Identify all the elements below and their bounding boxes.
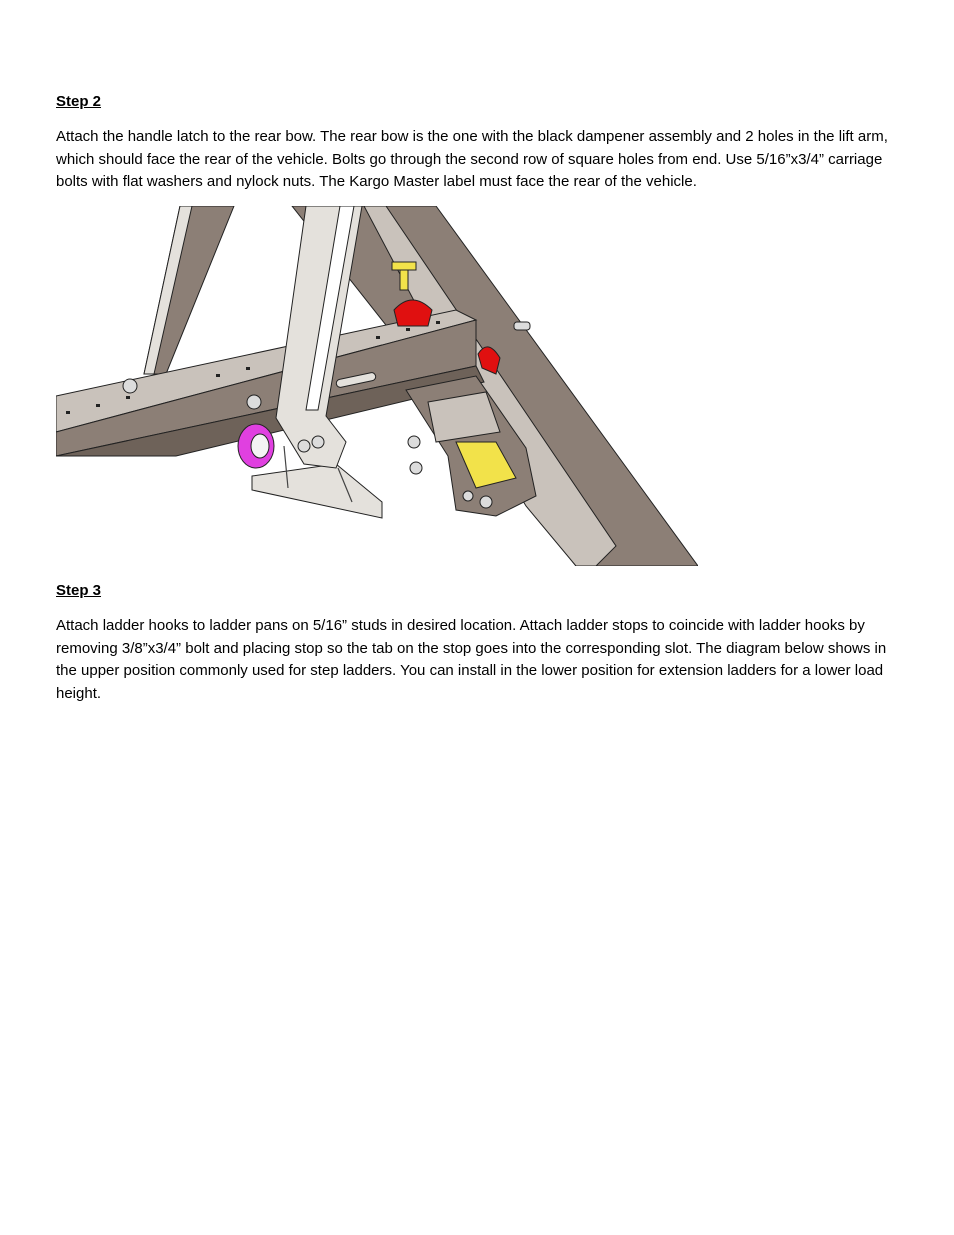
bolt [312,436,324,448]
step3-instructions: Attach ladder hooks to ladder pans on 5/16” studs in desired location. Attach ladder stops to coincide with ladder hooks by removing 3/8”x3/4” bolt and placing stop so the tab on the stop goes into the corresponding slot. The diagram below shows in the upper position commonly used for step ladders. You can install in the lower position for extension ladders for a lower load height. [56,617,887,702]
bolt [247,395,261,409]
assembly-diagram [56,206,698,566]
nut [410,462,422,474]
washer [408,436,420,448]
bolt [123,379,137,393]
pin [514,322,530,330]
step2-heading: Step 2 [56,93,102,110]
step2-instructions: Attach the handle latch to the rear bow. The rear bow is the one with the black dampener assembly and 2 holes in the lift arm, which should face the rear of the vehicle. Bolts go through the second row of square holes from end. Use 5/16”x3/4” carriage bolts with flat washers and nylock nuts. The Kargo Master label must face the rear of the vehicle. [56,128,888,191]
step3-heading: Step 3 [56,582,102,599]
bolt [298,440,310,452]
bolt [463,491,473,501]
bolt [480,496,492,508]
mount-plate [252,464,382,518]
